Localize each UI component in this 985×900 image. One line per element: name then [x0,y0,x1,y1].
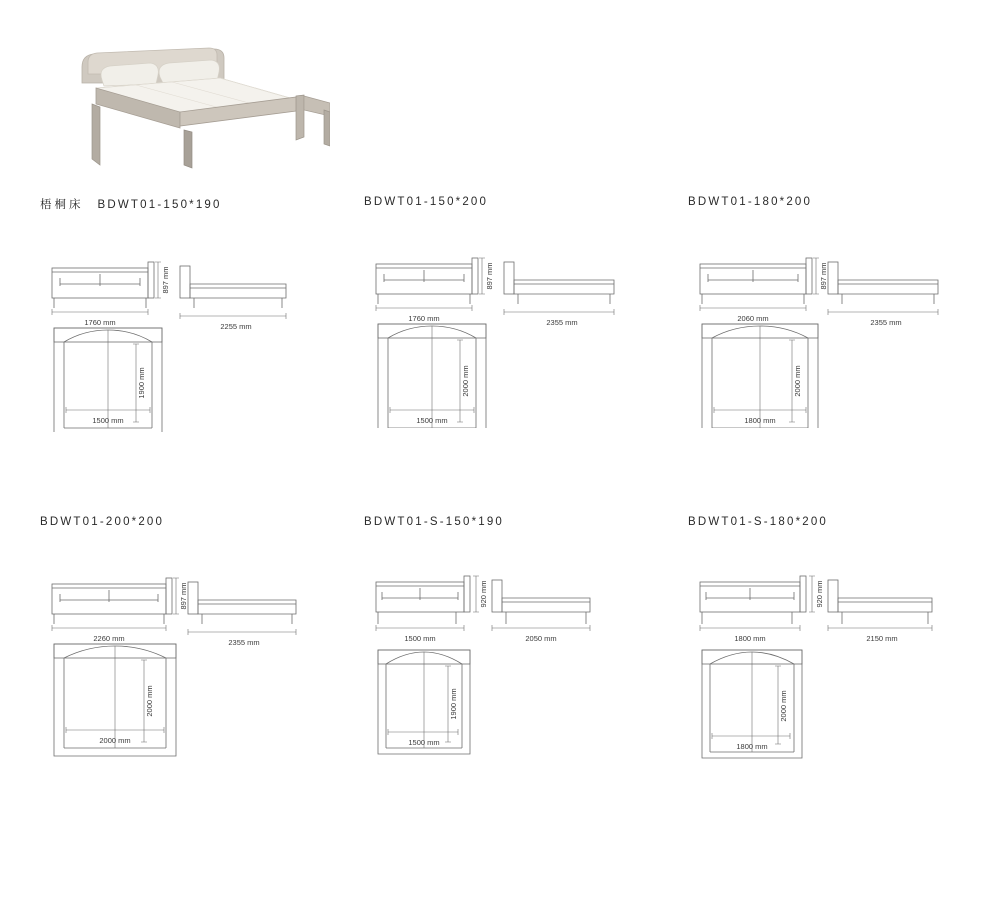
top-depth-label: 1900 mm [449,688,458,720]
spec-title [688,196,958,208]
top-depth-label: 1900 mm [137,367,146,399]
product-code: BDWT01-150*200 [364,196,489,208]
drawings-svg [688,548,958,768]
front-width-label: 1760 mm [84,318,116,327]
top-width-label: 1500 mm [408,738,440,747]
side-length-label: 2355 mm [228,638,260,647]
top-depth-label: 2000 mm [793,365,802,397]
front-width-label: 2060 mm [737,314,769,323]
top-depth-label: 2000 mm [779,690,788,722]
product-code: BDWT01-180*200 [688,196,813,208]
side-length-label: 2150 mm [866,634,898,643]
drawing-group [364,228,634,433]
drawing-group [688,548,958,773]
spec-block-bdwt01-150-200 [364,196,634,433]
side-length-label: 2255 mm [220,322,252,331]
drawing-group [364,548,634,773]
side-length-label: 2355 mm [546,318,578,327]
product-photo-image [40,22,330,172]
top-width-label: 1500 mm [416,416,448,425]
product-code: BDWT01-S-150*190 [364,516,505,528]
spec-block-bdwt01-200-200 [40,516,310,773]
top-depth-label: 2000 mm [145,685,154,717]
product-code: BDWT01-150*190 [97,199,222,211]
product-code: BDWT01-S-180*200 [688,516,829,528]
spec-block-bdwt01-s-180-200 [688,516,958,773]
front-width-label: 2260 mm [93,634,125,643]
side-length-label: 2050 mm [525,634,557,643]
top-width-label: 1500 mm [92,416,124,425]
front-height-label: 897 mm [819,262,828,290]
front-width-label: 1760 mm [408,314,440,323]
side-length-label: 2355 mm [870,318,902,327]
front-height-label: 920 mm [815,580,824,608]
spec-title [688,516,958,528]
front-height-label: 897 mm [485,262,494,290]
front-height-label: 897 mm [161,266,170,294]
top-width-label: 1800 mm [736,742,768,751]
product-code: BDWT01-200*200 [40,516,165,528]
drawing-group [40,232,310,437]
spec-title [364,516,634,528]
spec-title [364,196,634,208]
front-height-label: 920 mm [479,580,488,608]
spec-block-bdwt01-s-150-190 [364,516,634,773]
front-height-label: 897 mm [179,582,188,610]
top-width-label: 1800 mm [744,416,776,425]
top-depth-label: 2000 mm [461,365,470,397]
drawing-group [688,228,958,433]
spec-title [40,516,310,528]
top-width-label: 2000 mm [99,736,131,745]
drawings-svg [364,548,634,768]
drawings-svg [688,228,958,428]
spec-block-bdwt01-180-200 [688,196,958,433]
product-photo [40,22,330,172]
front-width-label: 1800 mm [734,634,766,643]
spec-block-bdwt01-150-190 [40,196,310,437]
drawing-group [40,548,310,773]
product-name-cn: 梧桐床 [40,199,84,211]
drawings-svg [40,232,310,432]
drawings-svg [364,228,634,428]
front-width-label: 1500 mm [404,634,436,643]
drawings-svg [40,548,310,768]
spec-title [40,196,310,212]
